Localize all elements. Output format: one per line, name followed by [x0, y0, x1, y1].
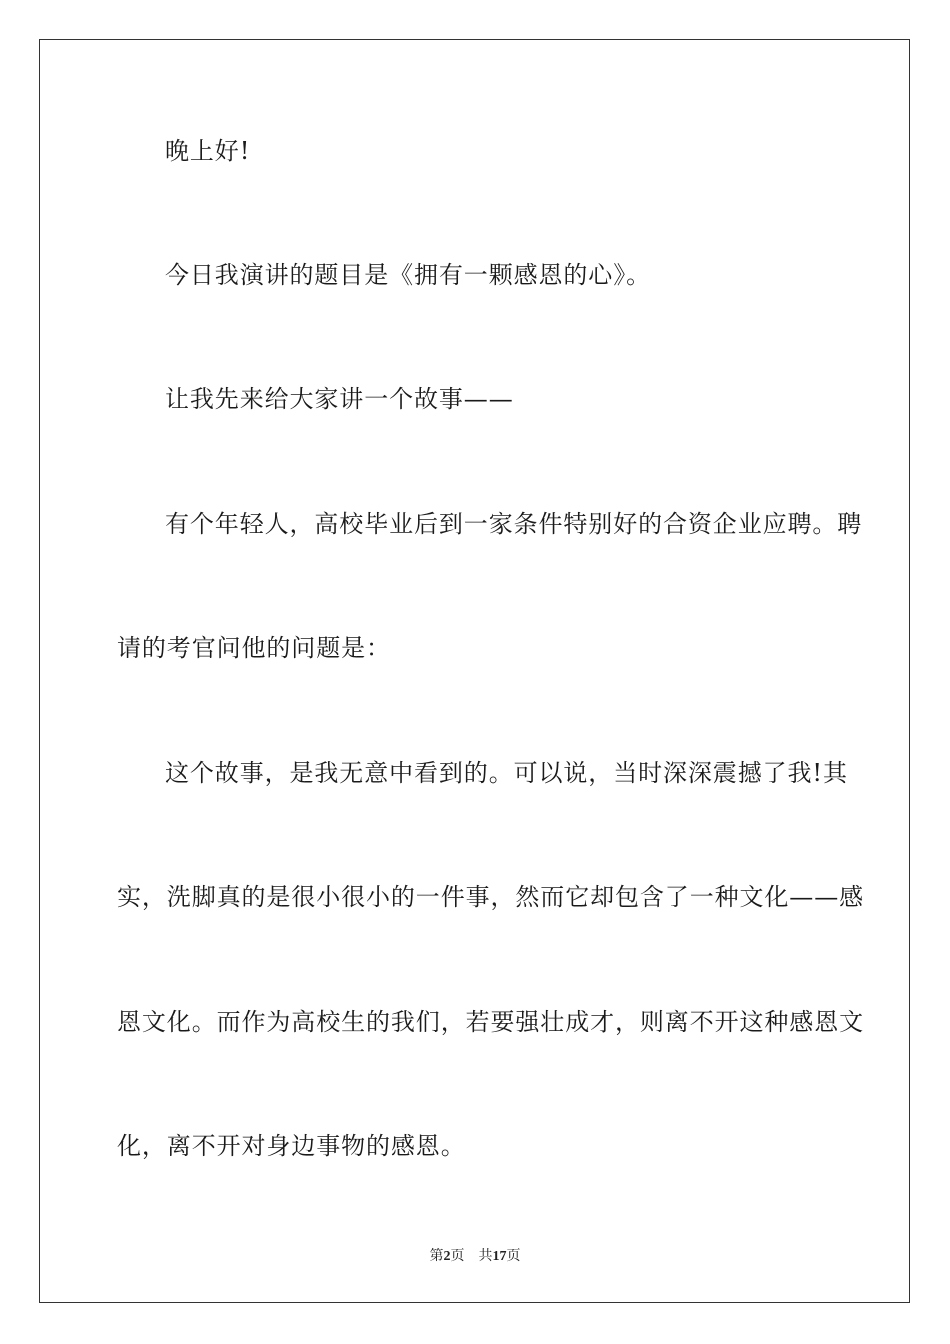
page-prefix: 第 [429, 1249, 444, 1264]
total-suffix: 页 [506, 1249, 521, 1264]
paragraph-reflection-line-2: 实，洗脚真的是很小很小的一件事，然而它却包含了一种文化——感 [117, 883, 864, 911]
paragraph-story-intro: 让我先来给大家讲一个故事—— [165, 385, 514, 413]
paragraph-story-line-1: 有个年轻人，高校毕业后到一家条件特别好的合资企业应聘。聘 [165, 510, 863, 538]
total-prefix: 共 [478, 1249, 493, 1264]
paragraph-reflection-line-1: 这个故事，是我无意中看到的。可以说，当时深深震撼了我!其 [165, 759, 848, 787]
page-number: 2 [443, 1249, 451, 1264]
paragraph-topic: 今日我演讲的题目是《拥有一颗感恩的心》。 [165, 261, 651, 289]
page-suffix: 页 [450, 1249, 465, 1264]
page-border [39, 39, 910, 1303]
paragraph-greeting: 晚上好! [165, 137, 251, 165]
paragraph-reflection-line-4: 化，离不开对身边事物的感恩。 [117, 1132, 466, 1160]
total-pages: 17 [492, 1249, 507, 1264]
paragraph-story-line-2: 请的考官问他的问题是： [117, 634, 391, 662]
paragraph-reflection-line-3: 恩文化。而作为高校生的我们，若要强壮成才，则离不开这种感恩文 [117, 1008, 864, 1036]
page-footer [0, 1248, 950, 1266]
